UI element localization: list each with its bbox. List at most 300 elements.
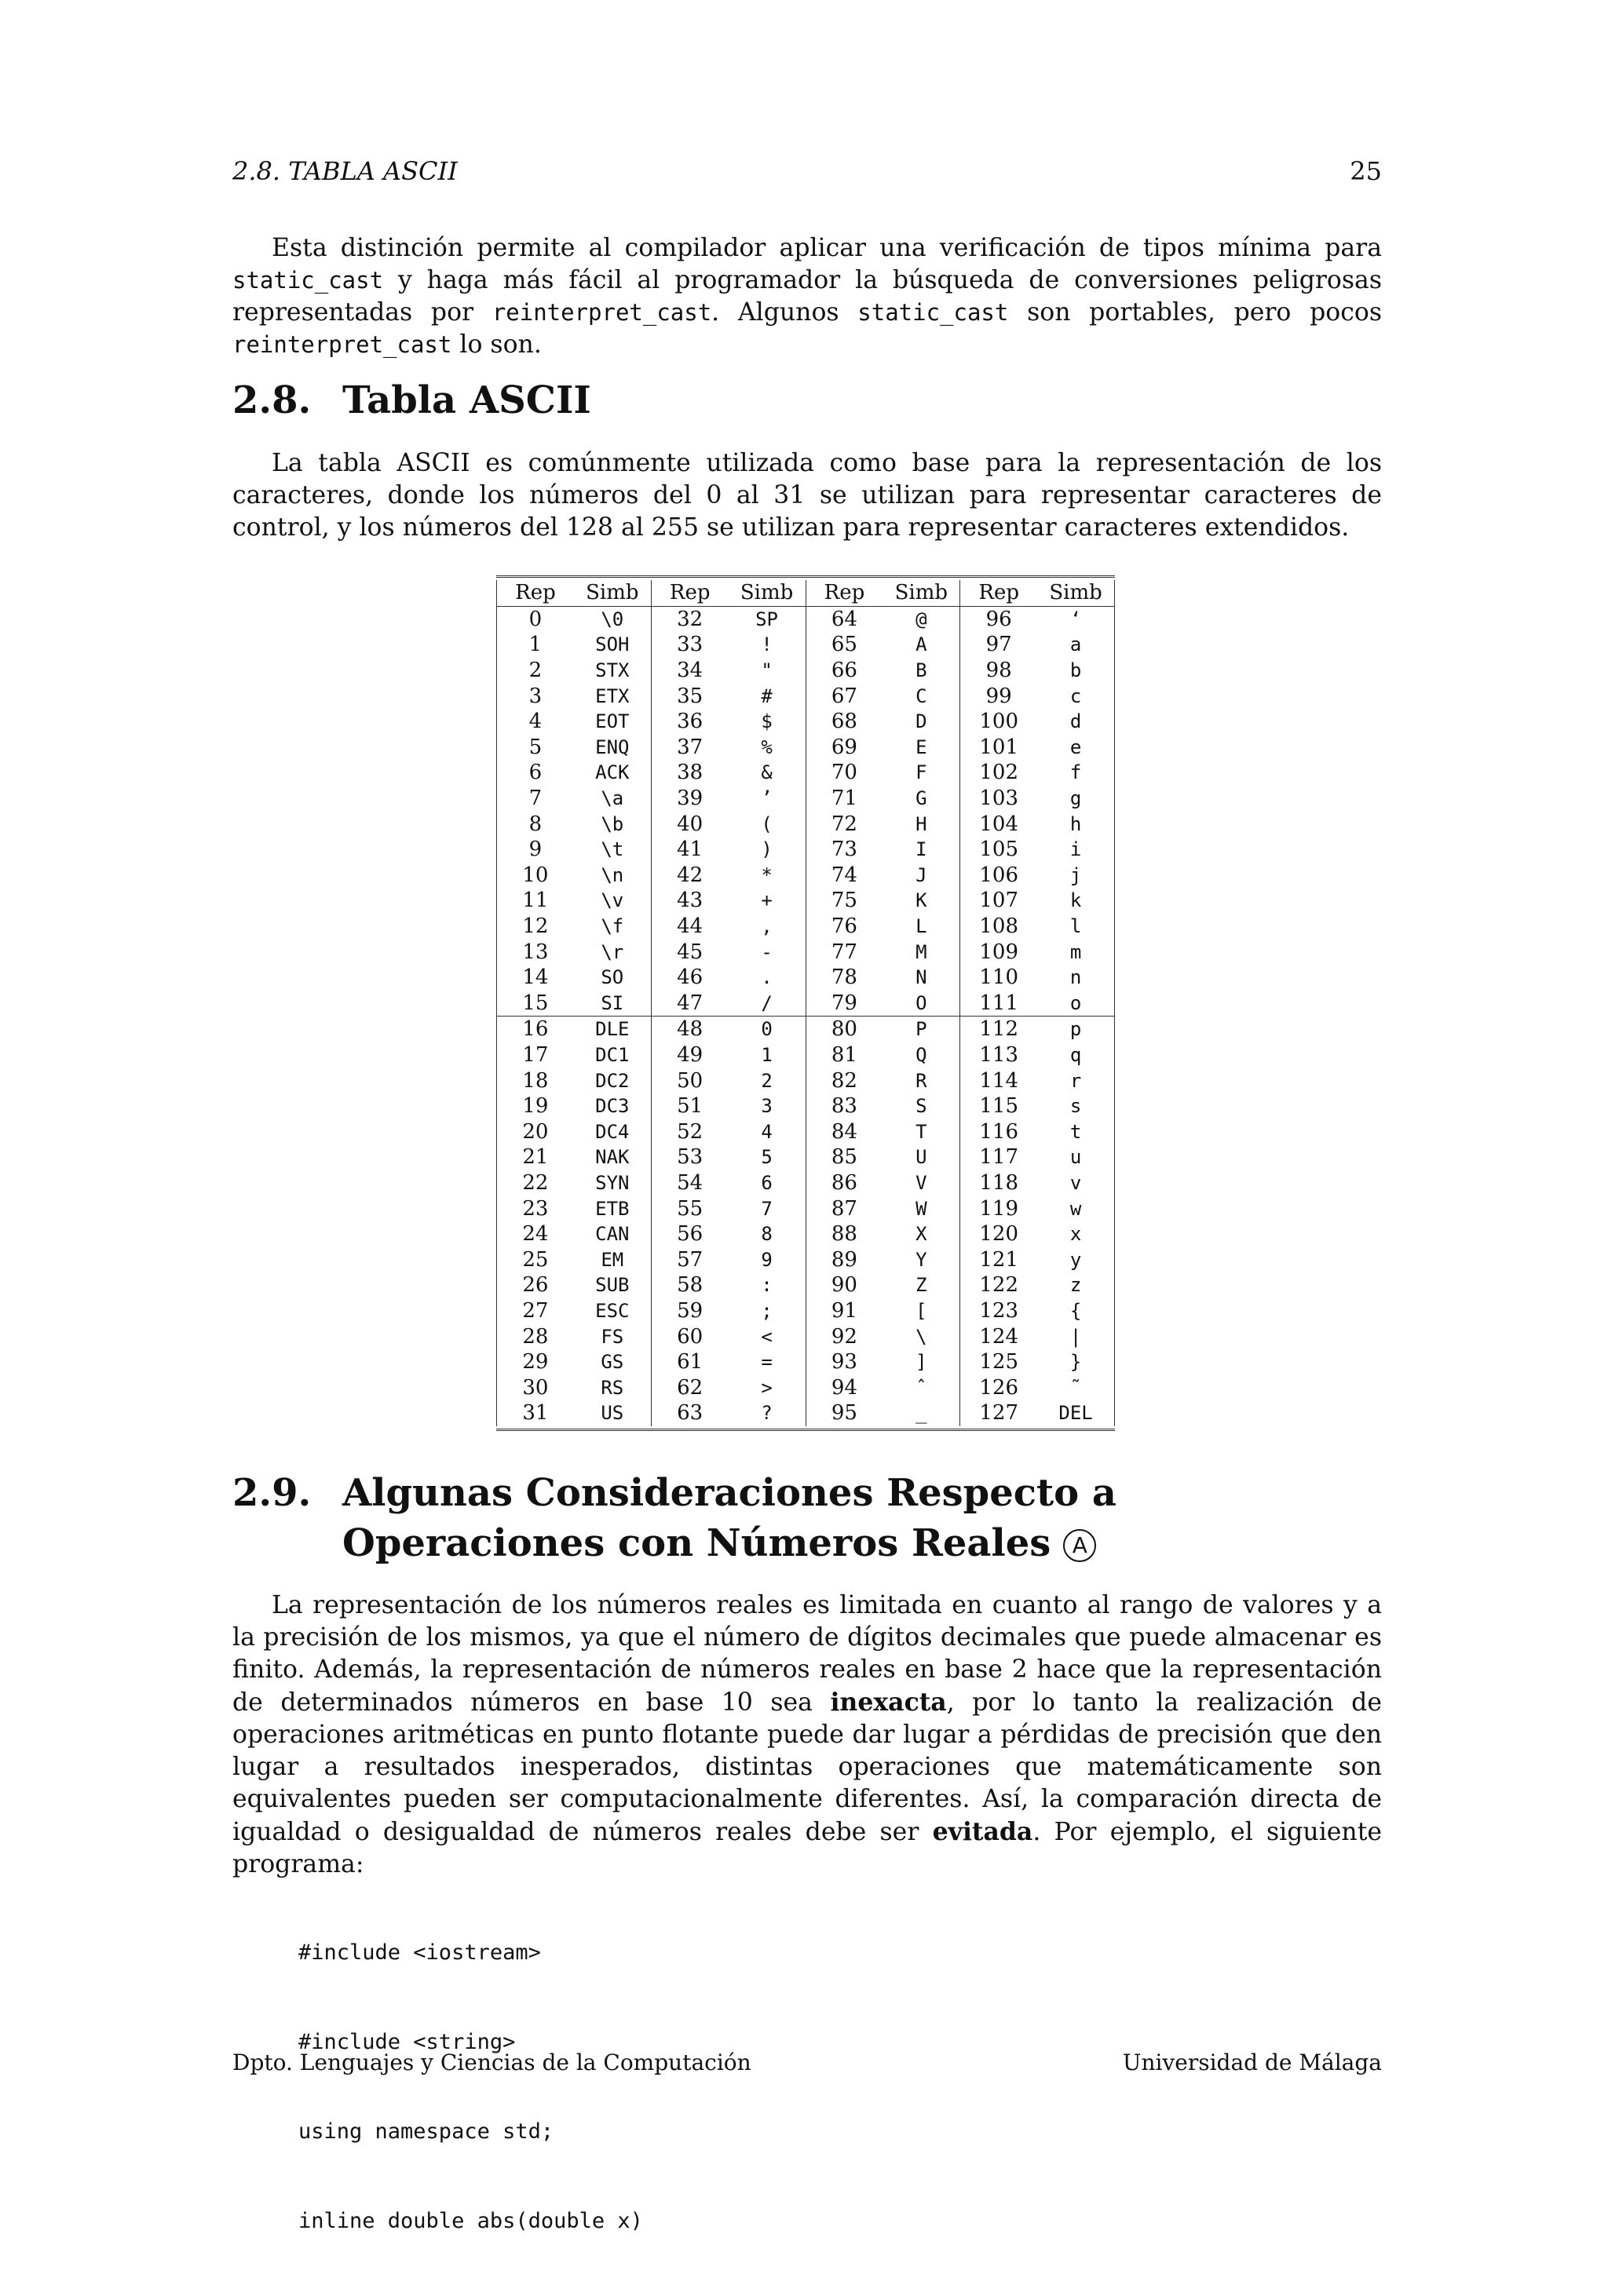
ascii-code-cell: 26 (497, 1272, 574, 1298)
ascii-code-cell: 57 (651, 1247, 728, 1272)
ascii-symbol-cell: m (1037, 939, 1114, 965)
section-number: 2.8. (232, 378, 312, 422)
ascii-row (497, 1400, 1115, 1426)
ascii-code-cell: 61 (651, 1349, 728, 1375)
ascii-code-cell: 52 (651, 1119, 728, 1144)
ascii-code-cell: 0 (497, 606, 574, 632)
ascii-code-cell: 113 (960, 1042, 1037, 1068)
column-header: Rep (960, 580, 1037, 606)
ascii-symbol-cell: [ (915, 1299, 927, 1322)
ascii-symbol-cell: A (915, 633, 927, 656)
ascii-symbol-cell: DC4 (595, 1120, 630, 1143)
ascii-code-cell: 42 (651, 863, 728, 889)
ascii-code-cell: 11 (497, 888, 574, 914)
ascii-row (497, 1374, 1115, 1400)
ascii-code-cell: 87 (806, 1195, 883, 1221)
ascii-code-cell: 104 (960, 811, 1037, 837)
ascii-symbol-cell: NAK (595, 1146, 630, 1169)
ascii-code-cell: 14 (497, 965, 574, 991)
ascii-symbol-cell: W (915, 1197, 927, 1220)
ascii-symbol-cell: C (915, 684, 927, 707)
ascii-code-cell: 29 (497, 1349, 574, 1375)
ascii-code-cell: 18 (497, 1068, 574, 1093)
ascii-symbol-cell: F (915, 761, 927, 784)
ascii-code-cell: 114 (960, 1068, 1037, 1093)
ascii-symbol-cell: { (1037, 1298, 1114, 1324)
column-header: Simb (574, 580, 651, 606)
ascii-code-cell: 96 (960, 606, 1037, 632)
ascii-code-cell: 34 (651, 658, 728, 684)
ascii-code-cell: 107 (960, 888, 1037, 914)
ascii-code-cell: 92 (806, 1323, 883, 1349)
ascii-code-cell: 16 (497, 1017, 574, 1042)
column-header: Rep (497, 580, 574, 606)
code-line: #include <string> (298, 2030, 516, 2054)
ascii-symbol-cell: ESC (595, 1299, 630, 1322)
ascii-symbol-cell: \a (601, 787, 624, 810)
ascii-symbol-cell: N (915, 966, 927, 989)
ascii-symbol-cell: p (1037, 1017, 1114, 1042)
ascii-code-cell: 99 (960, 683, 1037, 709)
ascii-symbol-cell: SO (601, 966, 624, 989)
ascii-symbol-cell: \f (601, 915, 624, 938)
ascii-symbol-cell: e (1037, 735, 1114, 761)
section-number: 2.9. (232, 1471, 312, 1515)
ascii-symbol-cell: E (915, 736, 927, 758)
ascii-symbol-cell: \n (601, 863, 624, 886)
ascii-symbol-cell: EOT (595, 710, 630, 733)
ascii-code-cell: 80 (806, 1017, 883, 1042)
running-header (232, 154, 1382, 188)
ascii-symbol-cell: d (1037, 709, 1114, 735)
ascii-symbol-cell: % (761, 736, 773, 758)
ascii-symbol-cell: # (761, 684, 773, 707)
ascii-symbol-cell: w (1037, 1195, 1114, 1221)
ascii-symbol-cell: o (1037, 991, 1114, 1017)
ascii-code-cell: 37 (651, 735, 728, 761)
ascii-symbol-cell: Z (915, 1274, 927, 1297)
ascii-symbol-cell: DC2 (595, 1069, 630, 1092)
ascii-symbol-cell: D (915, 710, 927, 733)
ascii-code-cell: 41 (651, 837, 728, 863)
ascii-symbol-cell: ; (761, 1299, 773, 1322)
ascii-row (497, 1170, 1115, 1196)
ascii-symbol-cell: } (1037, 1349, 1114, 1375)
ascii-table-body (497, 606, 1115, 1426)
ascii-symbol-cell: b (1037, 658, 1114, 684)
ascii-row (497, 683, 1115, 709)
ascii-symbol-cell: FS (601, 1325, 624, 1348)
ascii-code-cell: 125 (960, 1349, 1037, 1375)
ascii-code-cell: 55 (651, 1195, 728, 1221)
ascii-symbol-cell: 6 (761, 1171, 773, 1194)
ascii-symbol-cell: x (1037, 1221, 1114, 1247)
advanced-a-icon: A (1063, 1529, 1096, 1562)
ascii-symbol-cell: GS (601, 1351, 624, 1374)
ascii-code-cell: 81 (806, 1042, 883, 1068)
ascii-row (497, 1042, 1115, 1068)
ascii-code-cell: 98 (960, 658, 1037, 684)
code-line: using namespace std; (298, 2119, 554, 2144)
ascii-header-row (497, 580, 1115, 606)
section-title: Tabla ASCII (342, 378, 591, 422)
ascii-symbol-cell: 3 (761, 1095, 773, 1118)
ascii-code-cell: 76 (806, 914, 883, 940)
ascii-code-cell: 59 (651, 1298, 728, 1324)
ascii-symbol-cell: 2 (761, 1069, 773, 1092)
ascii-symbol-cell: Y (915, 1248, 927, 1271)
ascii-symbol-cell: ETX (595, 684, 630, 707)
ascii-code-cell: 100 (960, 709, 1037, 735)
ascii-symbol-cell: \ (915, 1325, 927, 1348)
ascii-symbol-cell: DLE (574, 1017, 651, 1042)
ascii-code-cell: 51 (651, 1093, 728, 1119)
ascii-code-cell: 31 (497, 1400, 574, 1426)
ascii-symbol-cell: 9 (761, 1248, 773, 1271)
ascii-code-cell: 5 (497, 735, 574, 761)
section-heading-2-9 (232, 1468, 1387, 1568)
ascii-row (497, 1247, 1115, 1272)
ascii-code-cell: 65 (806, 632, 883, 658)
ascii-row (497, 1221, 1115, 1247)
ascii-code-cell: 62 (651, 1374, 728, 1400)
ascii-symbol-cell: / (761, 991, 773, 1014)
ascii-code-cell: 45 (651, 939, 728, 965)
ascii-symbol-cell: T (915, 1120, 927, 1143)
ascii-row (497, 991, 1115, 1017)
ascii-code-cell: 73 (806, 837, 883, 863)
ascii-row (497, 811, 1115, 837)
ascii-row (497, 1068, 1115, 1093)
ascii-code-cell: 12 (497, 914, 574, 940)
ascii-code-cell: 77 (806, 939, 883, 965)
ascii-code-cell: 70 (806, 760, 883, 786)
ascii-code-cell: 110 (960, 965, 1037, 991)
ascii-symbol-cell: h (1037, 811, 1114, 837)
ascii-row (497, 1119, 1115, 1144)
ascii-code-cell: 36 (651, 709, 728, 735)
ascii-code-cell: 15 (497, 991, 574, 1017)
ascii-symbol-cell: * (761, 863, 773, 886)
ascii-code-cell: 82 (806, 1068, 883, 1093)
ascii-symbol-cell: DC3 (595, 1095, 630, 1118)
ascii-code-cell: 117 (960, 1144, 1037, 1170)
ascii-code-cell: 24 (497, 1221, 574, 1247)
ascii-code-cell: 32 (651, 606, 728, 632)
ascii-code-cell: 8 (497, 811, 574, 837)
ascii-row (497, 735, 1115, 761)
ascii-symbol-cell: ’ (761, 787, 773, 810)
ascii-code-cell: 79 (806, 991, 883, 1017)
ascii-code-cell: 120 (960, 1221, 1037, 1247)
ascii-row (497, 939, 1115, 965)
ascii-symbol-cell: CAN (595, 1223, 630, 1246)
ascii-code-cell: 115 (960, 1093, 1037, 1119)
ascii-code-cell: 54 (651, 1170, 728, 1196)
ascii-code-cell: 85 (806, 1144, 883, 1170)
ascii-code-cell: 10 (497, 863, 574, 889)
ascii-symbol-cell: J (915, 863, 927, 886)
ascii-code-cell: 103 (960, 786, 1037, 812)
ascii-symbol-cell: RS (601, 1376, 624, 1399)
ascii-code-cell: 111 (960, 991, 1037, 1017)
ascii-symbol-cell: M (915, 940, 927, 963)
ascii-code-cell: 7 (497, 786, 574, 812)
ascii-symbol-cell: SP (755, 608, 779, 630)
ascii-symbol-cell: - (761, 940, 773, 963)
ascii-code-cell: 126 (960, 1374, 1037, 1400)
ascii-code-cell: 38 (651, 760, 728, 786)
page-footer (232, 2047, 1382, 2079)
ascii-code-cell: 105 (960, 837, 1037, 863)
ascii-row (497, 888, 1115, 914)
ascii-row (497, 606, 1115, 632)
ascii-symbol-cell: S (915, 1095, 927, 1118)
code-line: #include <iostream> (298, 1940, 541, 1965)
ascii-code-cell: 25 (497, 1247, 574, 1272)
ascii-symbol-cell: q (1037, 1042, 1114, 1068)
ascii-code-cell: 40 (651, 811, 728, 837)
ascii-code-cell: 118 (960, 1170, 1037, 1196)
ascii-symbol-cell: t (1037, 1119, 1114, 1144)
ascii-symbol-cell: SI (601, 991, 624, 1014)
ascii-code-cell: 4 (497, 709, 574, 735)
ascii-code-cell: 49 (651, 1042, 728, 1068)
ascii-row (497, 632, 1115, 658)
ascii-code-cell: 43 (651, 888, 728, 914)
ascii-code-cell: 27 (497, 1298, 574, 1324)
ascii-row (497, 1298, 1115, 1324)
ascii-symbol-cell: 4 (761, 1120, 773, 1143)
ascii-symbol-cell: K (915, 889, 927, 912)
ascii-code-cell: 21 (497, 1144, 574, 1170)
ascii-code-cell: 102 (960, 760, 1037, 786)
ascii-code-cell: 44 (651, 914, 728, 940)
ascii-code-cell: 47 (651, 991, 728, 1017)
ascii-row (497, 837, 1115, 863)
ascii-symbol-cell: . (761, 966, 773, 989)
ascii-code-cell: 72 (806, 811, 883, 837)
ascii-symbol-cell: 0 (729, 1017, 806, 1042)
ascii-code-cell: 84 (806, 1119, 883, 1144)
ascii-symbol-cell: g (1037, 786, 1114, 812)
ascii-symbol-cell: @ (915, 608, 927, 630)
ascii-code-cell: 23 (497, 1195, 574, 1221)
ascii-row (497, 914, 1115, 940)
column-header: Simb (729, 580, 806, 606)
ascii-code-cell: 69 (806, 735, 883, 761)
ascii-code-cell: 75 (806, 888, 883, 914)
ascii-code-cell: 39 (651, 786, 728, 812)
ascii-symbol-cell: X (915, 1223, 927, 1246)
ascii-symbol-cell: < (761, 1325, 773, 1348)
ascii-code-cell: 9 (497, 837, 574, 863)
ascii-code-cell: 58 (651, 1272, 728, 1298)
ascii-code-cell: 28 (497, 1323, 574, 1349)
ascii-code-cell: 68 (806, 709, 883, 735)
ascii-row (497, 1272, 1115, 1298)
ascii-symbol-cell: I (915, 838, 927, 861)
ascii-symbol-cell: ? (761, 1402, 773, 1425)
ascii-symbol-cell: V (915, 1171, 927, 1194)
ascii-row (497, 1349, 1115, 1375)
ascii-code-cell: 89 (806, 1247, 883, 1272)
ascii-symbol-cell: ( (761, 812, 773, 835)
ascii-code-cell: 127 (960, 1400, 1037, 1426)
ascii-code-cell: 119 (960, 1195, 1037, 1221)
footer-department: Dpto. Lenguajes y Ciencias de la Computación (232, 2050, 751, 2075)
ascii-symbol-cell: , (761, 915, 773, 938)
ascii-table-container (496, 575, 1115, 1431)
ascii-row (497, 1195, 1115, 1221)
ascii-code-cell: 122 (960, 1272, 1037, 1298)
ascii-code-cell: 22 (497, 1170, 574, 1196)
ascii-code-cell: 17 (497, 1042, 574, 1068)
ascii-symbol-cell: & (761, 761, 773, 784)
section-heading-2-8 (232, 375, 1387, 425)
column-header: Simb (883, 580, 959, 606)
ascii-symbol-cell: H (915, 812, 927, 835)
ascii-code-cell: 101 (960, 735, 1037, 761)
ascii-row (497, 658, 1115, 684)
ascii-symbol-cell: STX (595, 659, 630, 682)
ascii-symbol-cell: DC1 (595, 1043, 630, 1066)
ascii-code-cell: 64 (806, 606, 883, 632)
page-number: 25 (1350, 156, 1382, 186)
ascii-code-cell: 78 (806, 965, 883, 991)
ascii-code-cell: 66 (806, 658, 883, 684)
ascii-code-cell: 123 (960, 1298, 1037, 1324)
ascii-code-cell: 60 (651, 1323, 728, 1349)
column-header: Rep (651, 580, 728, 606)
ascii-symbol-cell: B (915, 659, 927, 682)
ascii-code-cell: 86 (806, 1170, 883, 1196)
ascii-code-cell: 95 (806, 1400, 883, 1426)
ascii-row (497, 709, 1115, 735)
ascii-symbol-cell: _ (915, 1402, 927, 1425)
ascii-symbol-cell: $ (761, 710, 773, 733)
ascii-symbol-cell: + (761, 889, 773, 912)
ascii-symbol-cell: ˆ (915, 1376, 927, 1399)
ascii-symbol-cell: : (761, 1274, 773, 1297)
ascii-code-cell: 35 (651, 683, 728, 709)
ascii-intro-paragraph: La tabla ASCII es comúnmente utilizada como base para la representación de los caracteres, donde los números del 0 al 31 se utilizan para representar caracteres de control, y los números del 128 al 255 se utilizan para representar caracteres extendidos. (232, 449, 1382, 542)
ascii-symbol-cell: R (915, 1069, 927, 1092)
column-header: Rep (806, 580, 883, 606)
ascii-row (497, 1323, 1115, 1349)
ascii-row (497, 760, 1115, 786)
ascii-symbol-cell: u (1037, 1144, 1114, 1170)
ascii-code-cell: 94 (806, 1374, 883, 1400)
ascii-symbol-cell: \0 (601, 608, 624, 630)
ascii-row (497, 863, 1115, 889)
ascii-symbol-cell: 5 (761, 1146, 773, 1169)
ascii-code-cell: 3 (497, 683, 574, 709)
ascii-symbol-cell: y (1037, 1247, 1114, 1272)
ascii-symbol-cell: f (1037, 760, 1114, 786)
ascii-code-cell: 48 (651, 1017, 728, 1042)
ascii-symbol-cell: \t (601, 838, 624, 861)
ascii-symbol-cell: = (761, 1351, 773, 1374)
ascii-symbol-cell: G (915, 787, 927, 810)
ascii-code-cell: 83 (806, 1093, 883, 1119)
ascii-symbol-cell: k (1037, 888, 1114, 914)
ascii-code-cell: 6 (497, 760, 574, 786)
ascii-symbol-cell: j (1037, 863, 1114, 889)
ascii-symbol-cell: ACK (595, 761, 630, 784)
ascii-row (497, 965, 1115, 991)
ascii-symbol-cell: 7 (761, 1197, 773, 1220)
ascii-code-cell: 71 (806, 786, 883, 812)
ascii-code-cell: 108 (960, 914, 1037, 940)
ascii-symbol-cell: P (883, 1017, 959, 1042)
ascii-symbol-cell: ˜ (1037, 1374, 1114, 1400)
ascii-code-cell: 106 (960, 863, 1037, 889)
ascii-symbol-cell: ETB (595, 1197, 630, 1220)
ascii-code-cell: 121 (960, 1247, 1037, 1272)
header-title: 2.8. TABLA ASCII (232, 156, 458, 186)
ascii-code-cell: 20 (497, 1119, 574, 1144)
ascii-code-cell: 74 (806, 863, 883, 889)
ascii-symbol-cell: DEL (1037, 1400, 1114, 1426)
ascii-code-cell: 30 (497, 1374, 574, 1400)
ascii-code-cell: 124 (960, 1323, 1037, 1349)
ascii-symbol-cell: ! (761, 633, 773, 656)
ascii-symbol-cell: c (1037, 683, 1114, 709)
ascii-table (496, 580, 1115, 1426)
ascii-code-cell: 116 (960, 1119, 1037, 1144)
ascii-symbol-cell: US (601, 1402, 624, 1425)
ascii-row (497, 1093, 1115, 1119)
ascii-symbol-cell: 1 (761, 1043, 773, 1066)
code-listing (298, 1878, 643, 2296)
ascii-row (497, 786, 1115, 812)
ascii-symbol-cell: EM (601, 1248, 624, 1271)
ascii-symbol-cell: ‘ (1037, 606, 1114, 632)
ascii-code-cell: 19 (497, 1093, 574, 1119)
ascii-code-cell: 46 (651, 965, 728, 991)
ascii-symbol-cell: | (1037, 1323, 1114, 1349)
ascii-symbol-cell: SOH (595, 633, 630, 656)
ascii-symbol-cell: s (1037, 1093, 1114, 1119)
ascii-symbol-cell: n (1037, 965, 1114, 991)
ascii-code-cell: 91 (806, 1298, 883, 1324)
ascii-symbol-cell: Q (915, 1043, 927, 1066)
column-header: Simb (1037, 580, 1114, 606)
ascii-symbol-cell: 8 (761, 1223, 773, 1246)
ascii-code-cell: 56 (651, 1221, 728, 1247)
real-numbers-paragraph: La representación de los números reales es limitada en cuanto al rango de valores y a la precisión de los mismos, ya que el número de dígitos decimales que puede almacenar es finito. Además, la representación de números reales en base 2 hace que la representación de determinados números en base 10 sea inexacta, por lo tanto la realización de operaciones aritméticas en punto flotante puede dar lugar a pérdidas de precisión que den lugar a resultados inesperados, distintas operaciones que matemáticamente son equivalentes pueden ser computacionalmente diferentes. Así, la comparación directa de igualdad o desigualdad de números reales debe ser evitada. Por ejemplo, el siguiente programa: (232, 1591, 1382, 1878)
ascii-symbol-cell: i (1037, 837, 1114, 863)
ascii-code-cell: 13 (497, 939, 574, 965)
ascii-symbol-cell: O (915, 991, 927, 1014)
ascii-symbol-cell: > (761, 1376, 773, 1399)
ascii-code-cell: 50 (651, 1068, 728, 1093)
ascii-symbol-cell: ) (761, 838, 773, 861)
ascii-code-cell: 93 (806, 1349, 883, 1375)
code-line: inline double abs(double x) (298, 2209, 643, 2233)
ascii-row (497, 1144, 1115, 1170)
ascii-symbol-cell: SYN (595, 1171, 630, 1194)
ascii-symbol-cell: r (1037, 1068, 1114, 1093)
ascii-symbol-cell: " (761, 659, 773, 682)
ascii-code-cell: 2 (497, 658, 574, 684)
ascii-code-cell: 1 (497, 632, 574, 658)
ascii-symbol-cell: l (1037, 914, 1114, 940)
ascii-code-cell: 67 (806, 683, 883, 709)
ascii-code-cell: 90 (806, 1272, 883, 1298)
ascii-symbol-cell: \r (601, 940, 624, 963)
